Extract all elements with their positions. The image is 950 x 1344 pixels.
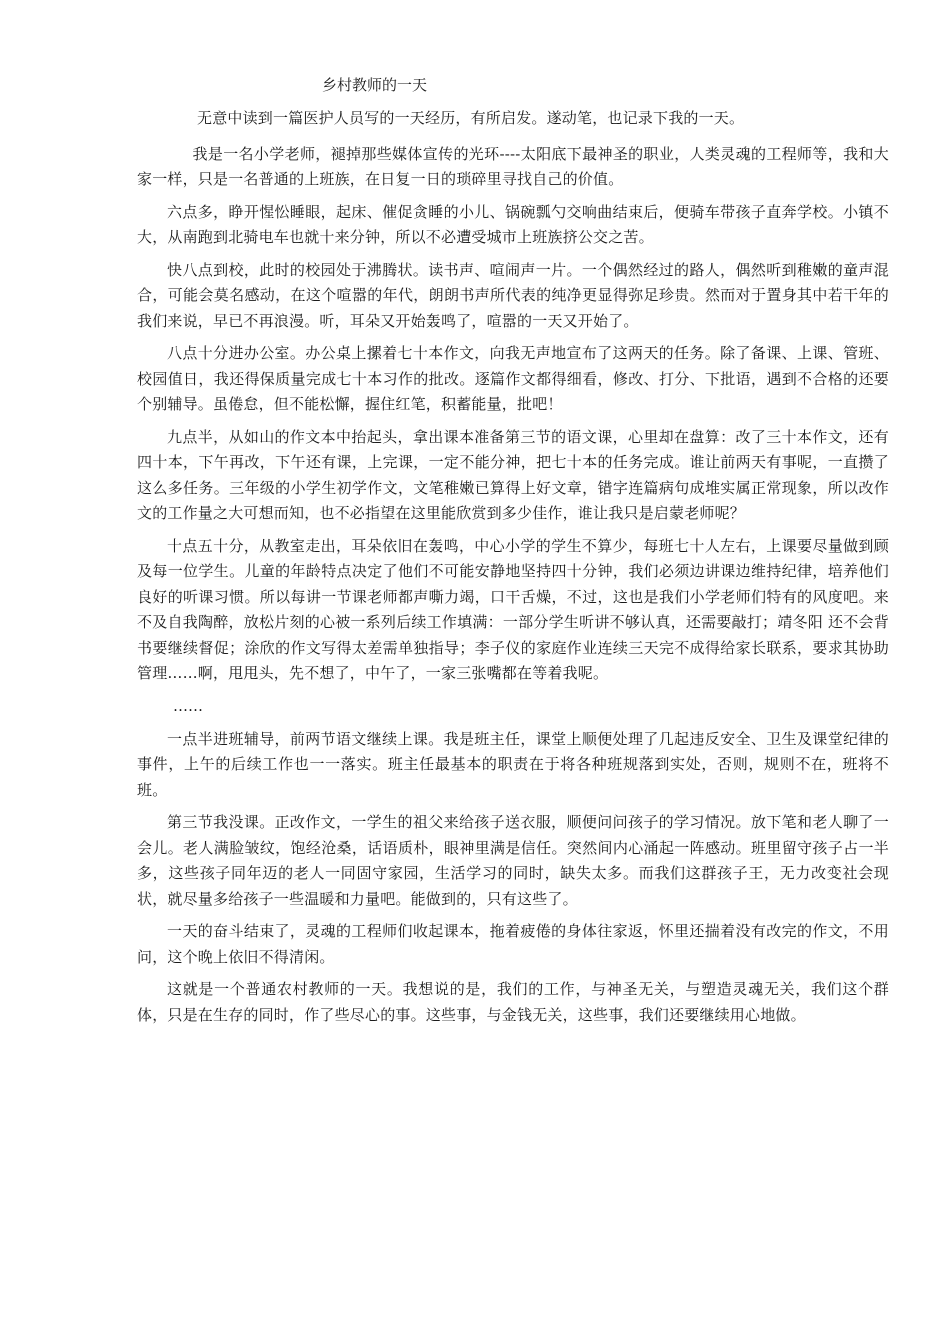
paragraph-6: 十点五十分，从教室走出，耳朵依旧在轰鸣，中心小学的学生不算少，每班七十人左右，上课要尽量做到顾及每一位学生。儿童的年龄特点决定了他们不可能安静地坚持四十分钟，我们必须边讲课边维持纪律，培养他们良好的听课习惯。所以每讲一节课老师都声嘶力竭，口干舌燥，不过，这也是我们小学老师们特有的风度吧。来不及自我陶醉，放松片刻的心被一系列后续工作填满：一部分学生听讲不够认真，还需要敲打；靖冬阳 还不会背书要继续督促；涂欣的作文写得太差需单独指导；李子仪的家庭作业连续三天完不成得给家长联系，要求其协助管理……啊，甩甩头，先不想了，中午了，一家三张嘴都在等着我呢。: [137, 536, 889, 682]
intro-paragraph: 无意中读到一篇医护人员写的一天经历，有所启发。遂动笔，也记录下我的一天。: [197, 109, 745, 127]
paragraph-5: 九点半，从如山的作文本中抬起头，拿出课本准备第三节的语文课，心里却在盘算：改了三十本作文，还有四十本，下午再改，下午还有课，上完课，一定不能分神，把七十本的任务完成。谁让前两天有事呢，一直攒了这么多任务。三年级的小学生初学作文，文笔稚嫩已算得上好文章，错字连篇病句成堆实属正常现象，所以改作文的工作量之大可想而知，也不必指望在这里能欣赏到多少佳作，谁让我只是启蒙老师呢？: [137, 427, 889, 522]
paragraph-4: 八点十分进办公室。办公桌上摞着七十本作文，向我无声地宣布了这两天的任务。除了备课、上课、管班、校园值日，我还得保质量完成七十本习作的批改。逐篇作文都得细看，修改、打分、下批语，遇到不合格的还要个别辅导。虽倦怠，但不能松懈，握住红笔，积蓄能量，批吧！: [137, 344, 889, 413]
ellipsis-separator: ……: [173, 696, 203, 715]
paragraph-7: 一点半进班辅导，前两节语文继续上课。我是班主任，课堂上顺便处理了几起违反安全、卫生及课堂纪律的事件，上午的后续工作也一一落实。班主任最基本的职责在于将各种班规落到实处，否则，规则不在，班将不班。: [137, 729, 889, 799]
paragraph-3: 快八点到校，此时的校园处于沸腾状。读书声、喧闹声一片。一个偶然经过的路人，偶然听到稚嫩的童声混合，可能会莫名感动，在这个喧嚣的年代，朗朗书声所代表的纯净更显得弥足珍贵。然而对于置身其中若干年的我们来说，早已不再浪漫。听，耳朵又开始轰鸣了，喧嚣的一天又开始了。: [137, 260, 889, 330]
document-title: 乡村教师的一天: [322, 76, 428, 94]
document-page: [137, 72, 889, 1035]
paragraph-10: 这就是一个普通农村教师的一天。我想说的是，我们的工作，与神圣无关，与塑造灵魂无关，我们这个群体，只是在生存的同时，作了些尽心的事。这些事，与金钱无关，这些事，我们还要继续用心地做。: [137, 980, 889, 1024]
paragraph-8: 第三节我没课。正改作文，一学生的祖父来给孩子送衣服，顺便问问孩子的学习情况。放下笔和老人聊了一会儿。老人满脸皱纹，饱经沧桑，话语质朴，眼神里满是信任。突然间内心涌起一阵感动。班里留守孩子占一半多，这些孩子同年迈的老人一同固守家园，生活学习的同时，缺失太多。而我们这群孩子王，无力改变社会现状，就尽量多给孩子一些温暖和力量吧。能做到的，只有这些了。: [137, 813, 889, 908]
paragraph-2: 六点多，睁开惺忪睡眼，起床、催促贪睡的小儿、锅碗瓢勺交响曲结束后，便骑车带孩子直奔学校。小镇不大，从南跑到北骑电车也就十来分钟，所以不必遭受城市上班族挤公交之苦。: [137, 202, 889, 246]
paragraph-1: 我是一名小学老师，褪掉那些媒体宣传的光环----太阳底下最神圣的职业，人类灵魂的工程师等，我和大家一样，只是一名普通的上班族，在日复一日的琐碎里寻找自己的价值。: [137, 144, 889, 188]
paragraph-9: 一天的奋斗结束了，灵魂的工程师们收起课本，拖着疲倦的身体往家返，怀里还揣着没有改完的作文，不用问，这个晚上依旧不得清闲。: [137, 922, 889, 966]
